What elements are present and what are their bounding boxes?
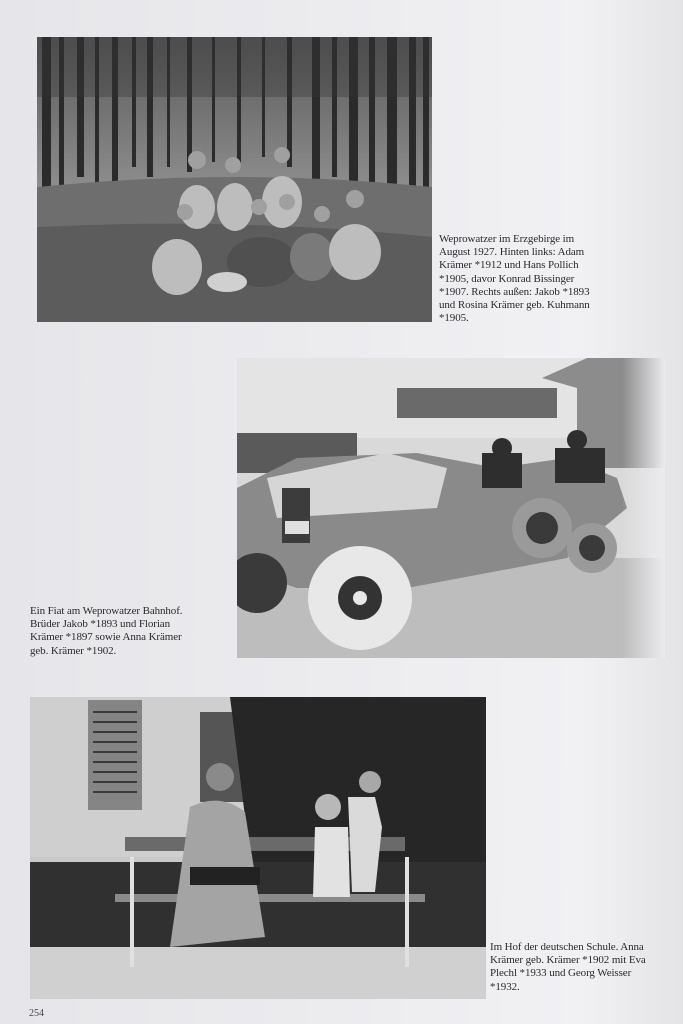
page-number: 254 [29, 1008, 44, 1019]
photo-school-courtyard [30, 697, 486, 999]
caption-forest-group: Weprowatzer im Erzgebirge im August 1927. Hinten links: Adam Krämer *1912 und Hans Pollich *1905, davor Konrad Bissinger *1907. Rechts außen: Jakob *1893 und Rosina Krämer geb. Kuhmann *1905. [439, 233, 590, 325]
photo-fiat-car [237, 358, 665, 658]
photo-forest-group [37, 37, 432, 322]
caption-fiat-car: Ein Fiat am Weprowatzer Bahnhof. Brüder Jakob *1893 und Florian Krämer *1897 sowie Anna Krämer geb. Krämer *1902. [30, 605, 183, 657]
caption-school-courtyard: Im Hof der deutschen Schule. Anna Krämer geb. Krämer *1902 mit Eva Plechl *1933 und Georg Weisser *1932. [490, 941, 646, 993]
